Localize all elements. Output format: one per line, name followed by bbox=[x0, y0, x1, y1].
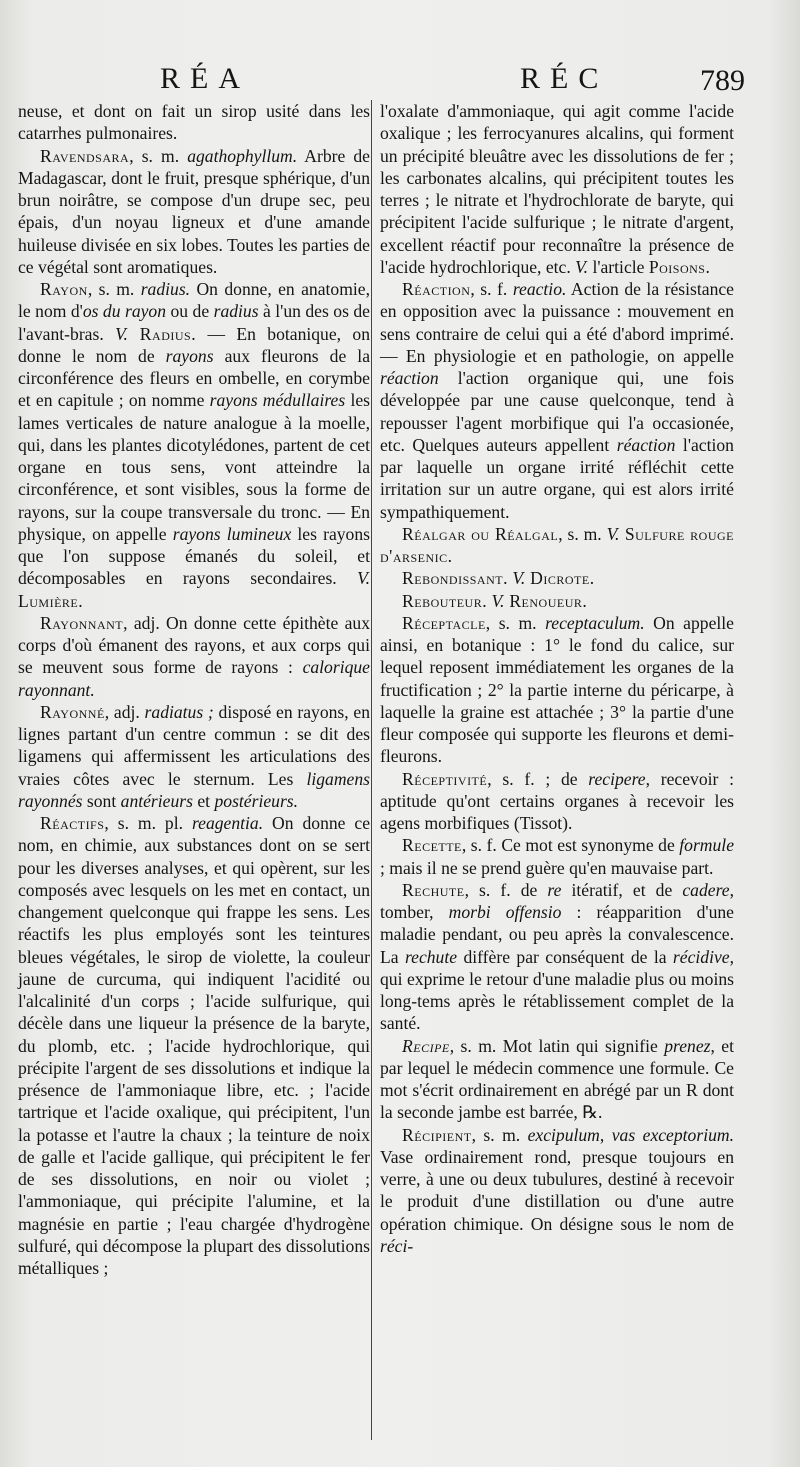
entry-text: Arbre de Madagascar, dont le fruit, presque sphérique, d'un brun noirâtre, se compose d'un drupe sec, peu épais, d'un noyau ligneux et d'une amande huileuse divisée en six lobes. Toutes les parties de ce végétal sont aromatiques. bbox=[18, 145, 370, 277]
entry-rechute bbox=[380, 879, 734, 1035]
entry-rebouteur bbox=[380, 590, 734, 612]
entry-text: l'article bbox=[588, 256, 649, 277]
see-marker: V. bbox=[575, 256, 589, 277]
cross-reference: Renoueur. bbox=[504, 590, 588, 611]
italic-term: rayons lumineux bbox=[172, 523, 292, 544]
entry-text: diffère par conséquent de la bbox=[457, 946, 673, 967]
italic-term: rayons bbox=[165, 345, 214, 366]
italic-term: réaction bbox=[380, 368, 439, 388]
headword: Recipe bbox=[402, 1035, 450, 1056]
entry-recipient bbox=[380, 1124, 734, 1258]
italic-term: formule bbox=[679, 835, 734, 856]
italic-term: récidive bbox=[672, 946, 730, 967]
entry-text: ou de bbox=[166, 301, 214, 322]
latin-term: reagentia. bbox=[191, 813, 264, 833]
entry-text: , bbox=[599, 1124, 612, 1145]
latin-term: receptaculum. bbox=[545, 612, 645, 633]
headword: Réaction bbox=[402, 279, 471, 299]
headword: Recette bbox=[402, 835, 462, 856]
cross-reference: Lumière. bbox=[18, 590, 84, 611]
latin-term: cadere bbox=[682, 879, 730, 900]
italic-term: os du rayon bbox=[82, 301, 167, 322]
entry-ravendsara bbox=[18, 145, 370, 279]
see-marker: V. bbox=[606, 523, 620, 544]
headword: Reboutеur. bbox=[402, 590, 488, 611]
entry-text: Action de la résistance en opposition avec la puissance : mouvement en sens contraire de celui qui a été d'abord imprimé. — En physiologie et en pathologie, on appelle bbox=[380, 279, 734, 366]
column-divider bbox=[371, 100, 372, 1440]
headword: Réalgar ou Réalgal bbox=[402, 523, 559, 544]
italic-term: ligamens rayonnés bbox=[18, 768, 370, 811]
latin-term: reactio. bbox=[512, 279, 567, 299]
entry-text: , recevoir : aptitude qu'ont certains organes à recevoir les agens morbifiques (Tissot). bbox=[380, 768, 734, 833]
entry-recipe bbox=[380, 1035, 734, 1124]
entry-text: , s. m. Mot latin qui signifie bbox=[449, 1035, 665, 1056]
entry-text: On appelle ainsi, en botanique : 1° le fond du calice, sur lequel reposent immédiatement les organes de la fructification ; 2° la partie interne du péricarpe, à laquelle la graine est attachée ; 3° la partie d'une fleur composée qui supporte les fleurons et demi-fleurons. bbox=[380, 612, 734, 767]
italic-term: prenez bbox=[664, 1035, 711, 1056]
entry-text: : réapparition d'une maladie pendant, ou peu après la convalescence. La bbox=[380, 902, 734, 967]
entry-reactifs bbox=[18, 812, 370, 1279]
left-column bbox=[18, 100, 370, 1279]
latin-term: vas exceptorium. bbox=[611, 1124, 734, 1145]
right-column bbox=[380, 100, 734, 1257]
latin-term: radiatus ; bbox=[144, 701, 214, 722]
headword: Réceptivité bbox=[402, 768, 488, 789]
entry-text: , s. f. bbox=[470, 279, 513, 299]
latin-term: morbi offensio bbox=[448, 902, 562, 922]
see-marker: V. bbox=[357, 568, 370, 589]
italic-term: rechute bbox=[404, 946, 458, 967]
running-header bbox=[0, 62, 800, 102]
see-marker: V. bbox=[507, 568, 526, 589]
entry-text: On donne, en anatomie, le nom d' bbox=[18, 279, 370, 322]
entry-text: , adj. On donne cette épithète aux corps d'où émanent des rayons, et aux corps qui se meuvent sous forme de rayons : bbox=[18, 612, 370, 678]
entry-text: , s. m. bbox=[129, 145, 188, 166]
entry-text: , s. m. bbox=[87, 279, 141, 299]
entry-realgar bbox=[380, 523, 734, 568]
entry-text: aux fleurons de la circonférence des fleurs en ombelle, en corymbe et en capitule ; on nomme bbox=[18, 345, 370, 411]
entry-text: à l'un des os de l'avant-bras. bbox=[18, 301, 370, 344]
page-number: 789 bbox=[700, 64, 745, 97]
latin-term: excipulum bbox=[527, 1124, 600, 1145]
entry-text: , s. m. pl. bbox=[104, 813, 192, 833]
headword: Réceptacle bbox=[402, 612, 486, 633]
entry-text: l'action par laquelle un organe irrité réfléchit cette irritation sur un autre organe, qui est alors irrité sympathiquement. bbox=[380, 434, 734, 522]
italic-term: radius bbox=[213, 301, 259, 322]
see-marker: V. bbox=[115, 323, 128, 344]
entry-rayonnant bbox=[18, 612, 370, 701]
entry-text: disposé en rayons, en lignes partant d'un centre commun : se dit des ligamens qui affermissent les articulations des vraies côtes avec le sternum. Les bbox=[18, 701, 370, 789]
entry-text: , et par lequel le médecin commence une formule. Ce mot s'écrit ordinairement en abrégé par un R dont la seconde jambe est barrée, ℞. bbox=[380, 1035, 734, 1123]
cross-reference: Dicrote. bbox=[525, 568, 595, 589]
header-right: RÉC bbox=[520, 62, 609, 95]
entry-text: sont bbox=[82, 790, 121, 811]
entry-text: les lames verticales de nature analogue à la moelle, qui, dans les plantes dicotylédones, partent de cet organe en tous sens, vont atteindre la circonférence, et sont visibles, sous la forme de rayons, sur la coupe transversale du tronc. — En physique, on appelle bbox=[18, 390, 370, 544]
entry-receptivite bbox=[380, 768, 734, 835]
italic-term: calorique rayonnant. bbox=[18, 657, 370, 700]
entry-text: Vase ordinairement rond, presque toujours en verre, à une ou deux tubulures, destiné à recevoir le produit d'une distillation ou d'une autre opération chimique. On désigne sous le nom de bbox=[380, 1146, 734, 1234]
entry-text: l'oxalate d'ammoniaque, qui agit comme l'acide oxalique ; les ferrocyanures alcalins, qui forment un précipité bleuâtre avec les dissolutions de fer ; les carbonates alcalins, qui précipitent toutes les terres ; le nitrate et l'hydrochlorate de baryte, qui précipitent l'acide sulfurique ; le nitrate d'argent, excellent réactif pour reconnaître la présence de l'acide hydrochlorique, etc. bbox=[380, 101, 734, 277]
entry-text: l'action organique qui, une fois développée par une cause quelconque, tend à repousser l'agent morbifique qui l'a occasionée, etc. Quelques auteurs appellent bbox=[380, 368, 734, 455]
headword: Rebondissant. bbox=[402, 568, 508, 589]
headword: Rayon bbox=[40, 279, 88, 299]
entry-text: , s. m. bbox=[471, 1124, 528, 1145]
entry-text: , s. m. bbox=[485, 612, 546, 633]
italic-term: réaction bbox=[616, 434, 676, 455]
cross-reference: Sulfure rouge d'arsenic. bbox=[380, 523, 734, 566]
cross-reference: Poisons. bbox=[648, 256, 711, 277]
entry-text: et bbox=[192, 790, 215, 811]
entry-text: les rayons que l'on suppose émanés du soleil, et décomposables en rayons secondaires. bbox=[18, 523, 370, 589]
entry-recette bbox=[380, 834, 734, 879]
italic-term: rayons médullaires bbox=[209, 390, 346, 411]
italic-term: antérieurs bbox=[120, 790, 193, 811]
latin-term: re bbox=[547, 879, 562, 900]
entry-text: , s. f. Ce mot est synonyme de bbox=[461, 835, 680, 856]
entry-text: itératif, et de bbox=[561, 879, 683, 900]
entry-text: , s. f. de bbox=[464, 879, 548, 900]
entry-receptacle bbox=[380, 612, 734, 768]
entry-text: , s. m. bbox=[558, 523, 607, 544]
entry-reaction bbox=[380, 278, 734, 523]
cross-reference: Radius. bbox=[127, 323, 197, 344]
entry-rayonne bbox=[18, 701, 370, 812]
entry-text: , tomber, bbox=[380, 879, 734, 922]
entry-text: On donne ce nom, en chimie, aux substances dont on se sert pour les diverses analyses, et qui opèrent, sur les composés avec lesquels on les met en contact, un changement quelconque qui frappe les sens. Les réactifs les plus employés sont les teintures bleues végétales, le sirop de violette, la couleur jaune de curcuma, qui indiquent l'acidité ou l'alcalinité d'un corps ; l'acide sulfurique, qui décèle dans une liqueur la présence de la baryte, du plomb, etc. ; l'acide hydrochlorique, qui précipite l'argent de ses dissolutions et indique la présence de l'ammoniaque libre, etc. ; l'acide tartrique et l'acide oxalique, qui précipitent, l'un la potasse et l'autre la chaux ; la teinture de noix de galle et l'acide gallique, qui précipitent le fer de ses dissolutions, en noir ou violet ; l'ammoniaque, qui précipite l'alumine, et la magnésie en partie ; l'eau chargée d'hydrogène sulfuré, qui décompose la plupart des dissolutions métalliques ; bbox=[18, 813, 371, 1278]
entry-rebondissant bbox=[380, 567, 734, 589]
latin-term: agathophyllum. bbox=[187, 145, 298, 166]
entry-text: , qui exprime le retour d'une maladie plus ou moins long-tems après le rétablissement complet de la santé. bbox=[380, 946, 734, 1034]
entry-rayon bbox=[18, 278, 370, 612]
entry-text: neuse, et dont on fait un sirop usité dans les catarrhes pulmonaires. bbox=[18, 101, 370, 144]
headword: Rayonné bbox=[40, 701, 105, 722]
headword: Ravendsara bbox=[40, 145, 130, 166]
see-marker: V. bbox=[487, 590, 505, 611]
entry-continuation bbox=[380, 100, 734, 278]
entry-text: — En botanique, on donne le nom de bbox=[18, 323, 370, 366]
entry-continuation bbox=[18, 100, 370, 145]
entry-text: , adj. bbox=[104, 701, 145, 722]
headword: Récipient bbox=[402, 1124, 472, 1145]
header-left: RÉA bbox=[160, 62, 250, 95]
entry-text: , s. f. ; de bbox=[487, 768, 589, 789]
italic-term: postérieurs. bbox=[214, 790, 299, 811]
headword: Rechute bbox=[402, 879, 465, 900]
entry-text: ; mais il ne se prend guère qu'en mauvaise part. bbox=[380, 857, 714, 878]
latin-term: radius. bbox=[140, 279, 191, 299]
latin-term: recipere bbox=[588, 768, 646, 789]
headword: Rayonnant bbox=[40, 612, 124, 633]
italic-term: réci- bbox=[380, 1235, 414, 1256]
headword: Réactifs bbox=[40, 813, 105, 833]
